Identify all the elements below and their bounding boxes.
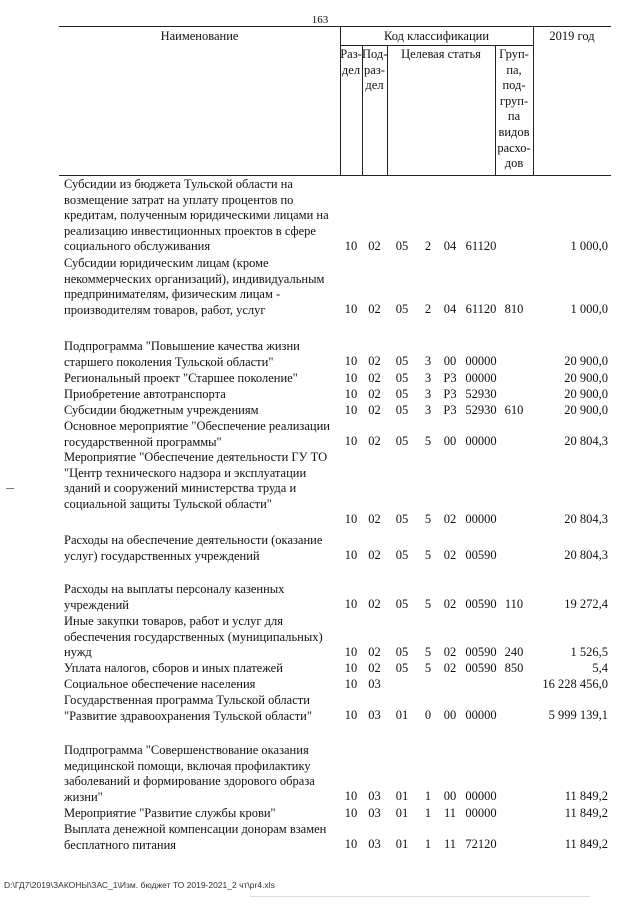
row-code-c2: 5 bbox=[424, 434, 432, 449]
row-name: Иные закупки товаров, работ и услуг для обеспечения государственных (муниципальных) нужд bbox=[64, 614, 323, 660]
row-code-pr: 02 bbox=[368, 434, 381, 449]
row-code-c2: 3 bbox=[424, 371, 432, 386]
row-code-pr: 03 bbox=[368, 806, 381, 821]
row-amount: 20 804,3 bbox=[564, 434, 608, 449]
row-code-c4: 00590 bbox=[465, 597, 497, 612]
row-code-vr: 610 bbox=[504, 403, 524, 418]
table-row bbox=[59, 419, 611, 450]
row-code-c4: 00590 bbox=[465, 548, 497, 563]
row-code-c2: 2 bbox=[424, 239, 432, 254]
row-code-c3: 00 bbox=[443, 434, 457, 449]
row-code-pr: 03 bbox=[368, 837, 381, 852]
row-code-pr: 02 bbox=[368, 548, 381, 563]
row-amount: 1 526,5 bbox=[570, 645, 608, 660]
row-code-c2: 1 bbox=[424, 789, 432, 804]
table-row bbox=[59, 533, 611, 564]
row-name: Субсидии юридическим лицам (кроме некоммерческих организаций), индивидуальным предпринимателям, физическим лицам - производителям товаров, работ, услуг bbox=[64, 256, 325, 317]
row-amount: 11 849,2 bbox=[564, 789, 608, 804]
row-amount: 20 804,3 bbox=[564, 548, 608, 563]
row-code-c1: 01 bbox=[395, 837, 409, 852]
row-amount: 20 900,0 bbox=[564, 354, 608, 369]
row-code-rz: 10 bbox=[344, 548, 358, 563]
row-amount: 20 900,0 bbox=[564, 403, 608, 418]
header-name: Наименование bbox=[160, 29, 239, 43]
row-code-c4: 61120 bbox=[465, 239, 497, 254]
row-amount: 20 900,0 bbox=[564, 387, 608, 402]
row-amount: 19 272,4 bbox=[564, 597, 608, 612]
row-code-pr: 02 bbox=[368, 403, 381, 418]
row-code-c4: 00590 bbox=[465, 661, 497, 676]
row-code-c1: 05 bbox=[395, 661, 409, 676]
row-code-pr: 02 bbox=[368, 354, 381, 369]
table-row bbox=[59, 614, 611, 661]
row-code-pr: 02 bbox=[368, 645, 381, 660]
row-code-c3: 00 bbox=[443, 708, 457, 723]
row-code-c3: 02 bbox=[443, 597, 457, 612]
table-row bbox=[59, 743, 611, 805]
table-row bbox=[59, 387, 611, 403]
row-code-c1: 01 bbox=[395, 789, 409, 804]
table-row bbox=[59, 450, 611, 528]
row-code-rz: 10 bbox=[344, 403, 358, 418]
row-code-c1: 05 bbox=[395, 548, 409, 563]
row-code-c1: 01 bbox=[395, 806, 409, 821]
row-code-c2: 3 bbox=[424, 387, 432, 402]
row-name: Социальное обеспечение населения bbox=[64, 677, 256, 691]
row-code-pr: 02 bbox=[368, 597, 381, 612]
table-row bbox=[59, 371, 611, 387]
row-code-c4: 00000 bbox=[465, 434, 497, 449]
header-year: 2019 год bbox=[549, 29, 595, 43]
row-code-pr: 03 bbox=[368, 789, 381, 804]
row-name: Субсидии из бюджета Тульской области на возмещение затрат на уплату процентов по кредитам, полученным юридическими лицами на реализацию инвестиционных проектов в сфере социального обслуживания bbox=[64, 177, 329, 254]
row-code-rz: 10 bbox=[344, 837, 358, 852]
table-row bbox=[59, 403, 611, 419]
row-code-pr: 02 bbox=[368, 661, 381, 676]
row-amount: 1 000,0 bbox=[570, 302, 608, 317]
row-name: Региональный проект "Старшее поколение" bbox=[64, 371, 298, 385]
row-code-c4: 61120 bbox=[465, 302, 497, 317]
row-code-c2: 3 bbox=[424, 354, 432, 369]
row-code-c2: 1 bbox=[424, 837, 432, 852]
table-row bbox=[59, 806, 611, 822]
row-code-c4: 00000 bbox=[465, 512, 497, 527]
table-row bbox=[59, 256, 611, 318]
row-amount: 11 849,2 bbox=[564, 806, 608, 821]
row-name: Выплата денежной компенсации донорам взамен бесплатного питания bbox=[64, 822, 327, 852]
row-name: Мероприятие "Обеспечение деятельности ГУ ТО "Центр технического надзора и эксплуатации зданий и сооружений министерства труда и социальной защиты Тульской области" bbox=[64, 450, 328, 511]
header-code-group: Код классификации bbox=[383, 29, 490, 43]
row-code-rz: 10 bbox=[344, 302, 358, 317]
row-code-rz: 10 bbox=[344, 239, 358, 254]
row-amount: 20 900,0 bbox=[564, 371, 608, 386]
row-code-vr: 110 bbox=[504, 597, 524, 612]
row-code-c3: 02 bbox=[443, 661, 457, 676]
row-code-c3: 04 bbox=[443, 302, 457, 317]
row-code-vr: 850 bbox=[504, 661, 524, 676]
file-path: D:\ГД7\2019\ЗАКОНЫ\ЗАС_1\Изм. бюджет ТО 2019-2021_2 чт\pr4.xls bbox=[4, 880, 275, 890]
row-code-c1: 05 bbox=[395, 645, 409, 660]
row-code-c2: 3 bbox=[424, 403, 432, 418]
row-divider bbox=[340, 45, 533, 46]
row-code-c4: 00000 bbox=[465, 708, 497, 723]
row-code-c3: P3 bbox=[443, 387, 457, 402]
row-code-c1: 05 bbox=[395, 387, 409, 402]
table-row bbox=[59, 822, 611, 853]
row-code-c1: 05 bbox=[395, 512, 409, 527]
row-code-c3: 11 bbox=[443, 837, 457, 852]
row-code-rz: 10 bbox=[344, 661, 358, 676]
row-code-pr: 03 bbox=[368, 708, 381, 723]
row-code-rz: 10 bbox=[344, 371, 358, 386]
row-name: Подпрограмма "Повышение качества жизни старшего поколения Тульской области" bbox=[64, 339, 300, 369]
row-code-rz: 10 bbox=[344, 806, 358, 821]
row-code-pr: 02 bbox=[368, 239, 381, 254]
row-code-rz: 10 bbox=[344, 677, 358, 692]
row-amount: 20 804,3 bbox=[564, 512, 608, 527]
margin-mark bbox=[6, 488, 14, 489]
row-code-c4: 00590 bbox=[465, 645, 497, 660]
page-number: 163 bbox=[311, 14, 329, 26]
row-code-c3: 02 bbox=[443, 645, 457, 660]
row-amount: 1 000,0 bbox=[570, 239, 608, 254]
row-code-rz: 10 bbox=[344, 434, 358, 449]
row-amount: 5,4 bbox=[592, 661, 608, 676]
row-code-c2: 5 bbox=[424, 548, 432, 563]
row-code-c4: 00000 bbox=[465, 789, 497, 804]
row-code-c2: 0 bbox=[424, 708, 432, 723]
row-code-c1: 01 bbox=[395, 708, 409, 723]
row-code-c3: 02 bbox=[443, 512, 457, 527]
row-code-c2: 1 bbox=[424, 806, 432, 821]
row-code-c4: 52930 bbox=[465, 403, 497, 418]
row-code-c2: 5 bbox=[424, 512, 432, 527]
row-name: Уплата налогов, сборов и иных платежей bbox=[64, 661, 283, 675]
row-code-c1: 05 bbox=[395, 403, 409, 418]
table-row bbox=[59, 339, 611, 370]
row-name: Мероприятие "Развитие службы крови" bbox=[64, 806, 276, 820]
row-code-rz: 10 bbox=[344, 597, 358, 612]
header-section: Раз- дел bbox=[340, 47, 362, 77]
row-code-c2: 5 bbox=[424, 645, 432, 660]
row-code-c3: 00 bbox=[443, 789, 457, 804]
row-code-c1: 05 bbox=[395, 354, 409, 369]
row-code-c1: 05 bbox=[395, 371, 409, 386]
row-code-c2: 2 bbox=[424, 302, 432, 317]
row-code-c4: 72120 bbox=[465, 837, 497, 852]
row-name: Основное мероприятие "Обеспечение реализации государственной программы" bbox=[64, 419, 330, 449]
row-code-pr: 02 bbox=[368, 512, 381, 527]
header-expense-group: Груп- па, под- груп- па видов расхо- дов bbox=[497, 47, 531, 171]
row-code-rz: 10 bbox=[344, 645, 358, 660]
row-code-vr: 240 bbox=[504, 645, 524, 660]
row-code-rz: 10 bbox=[344, 789, 358, 804]
row-name: Приобретение автотранспорта bbox=[64, 387, 226, 401]
row-code-c3: P3 bbox=[443, 371, 457, 386]
row-code-c3: 04 bbox=[443, 239, 457, 254]
table-header bbox=[59, 26, 611, 176]
row-code-pr: 02 bbox=[368, 302, 381, 317]
row-code-rz: 10 bbox=[344, 708, 358, 723]
row-name: Расходы на выплаты персоналу казенных учреждений bbox=[64, 582, 285, 612]
table-row bbox=[59, 693, 611, 724]
row-code-c3: 02 bbox=[443, 548, 457, 563]
row-code-rz: 10 bbox=[344, 354, 358, 369]
row-name: Расходы на обеспечение деятельности (оказание услуг) государственных учреждений bbox=[64, 533, 323, 563]
row-code-c1: 05 bbox=[395, 597, 409, 612]
row-name: Подпрограмма "Совершенствование оказания медицинской помощи, включая профилактику заболеваний и формирование здорового образа жизни" bbox=[64, 743, 315, 804]
row-code-pr: 03 bbox=[368, 677, 381, 692]
row-name: Субсидии бюджетным учреждениям bbox=[64, 403, 259, 417]
row-code-pr: 02 bbox=[368, 371, 381, 386]
row-code-c4: 00000 bbox=[465, 371, 497, 386]
row-code-c2: 5 bbox=[424, 661, 432, 676]
row-code-c1: 05 bbox=[395, 434, 409, 449]
row-amount: 11 849,2 bbox=[564, 837, 608, 852]
row-amount: 5 999 139,1 bbox=[548, 708, 608, 723]
table-row bbox=[59, 661, 611, 677]
table-row bbox=[59, 677, 611, 693]
table-row bbox=[59, 177, 611, 255]
row-code-c3: P3 bbox=[443, 403, 457, 418]
row-code-c4: 52930 bbox=[465, 387, 497, 402]
row-code-pr: 02 bbox=[368, 387, 381, 402]
row-code-c3: 00 bbox=[443, 354, 457, 369]
table-row bbox=[59, 582, 611, 613]
row-code-c1: 05 bbox=[395, 302, 409, 317]
row-code-c4: 00000 bbox=[465, 354, 497, 369]
row-code-rz: 10 bbox=[344, 512, 358, 527]
row-amount: 16 228 456,0 bbox=[542, 677, 608, 692]
footer-line bbox=[250, 896, 590, 897]
row-code-c4: 00000 bbox=[465, 806, 497, 821]
col-divider bbox=[533, 27, 534, 175]
header-subsection: Под- раз- дел bbox=[362, 47, 388, 93]
row-name: Государственная программа Тульской области "Развитие здравоохранения Тульской области" bbox=[64, 693, 312, 723]
header-target: Целевая статья bbox=[401, 47, 481, 61]
row-code-c1: 05 bbox=[395, 239, 409, 254]
row-code-c3: 11 bbox=[443, 806, 457, 821]
col-divider bbox=[387, 45, 388, 175]
row-code-c2: 5 bbox=[424, 597, 432, 612]
row-code-rz: 10 bbox=[344, 387, 358, 402]
row-code-vr: 810 bbox=[504, 302, 524, 317]
